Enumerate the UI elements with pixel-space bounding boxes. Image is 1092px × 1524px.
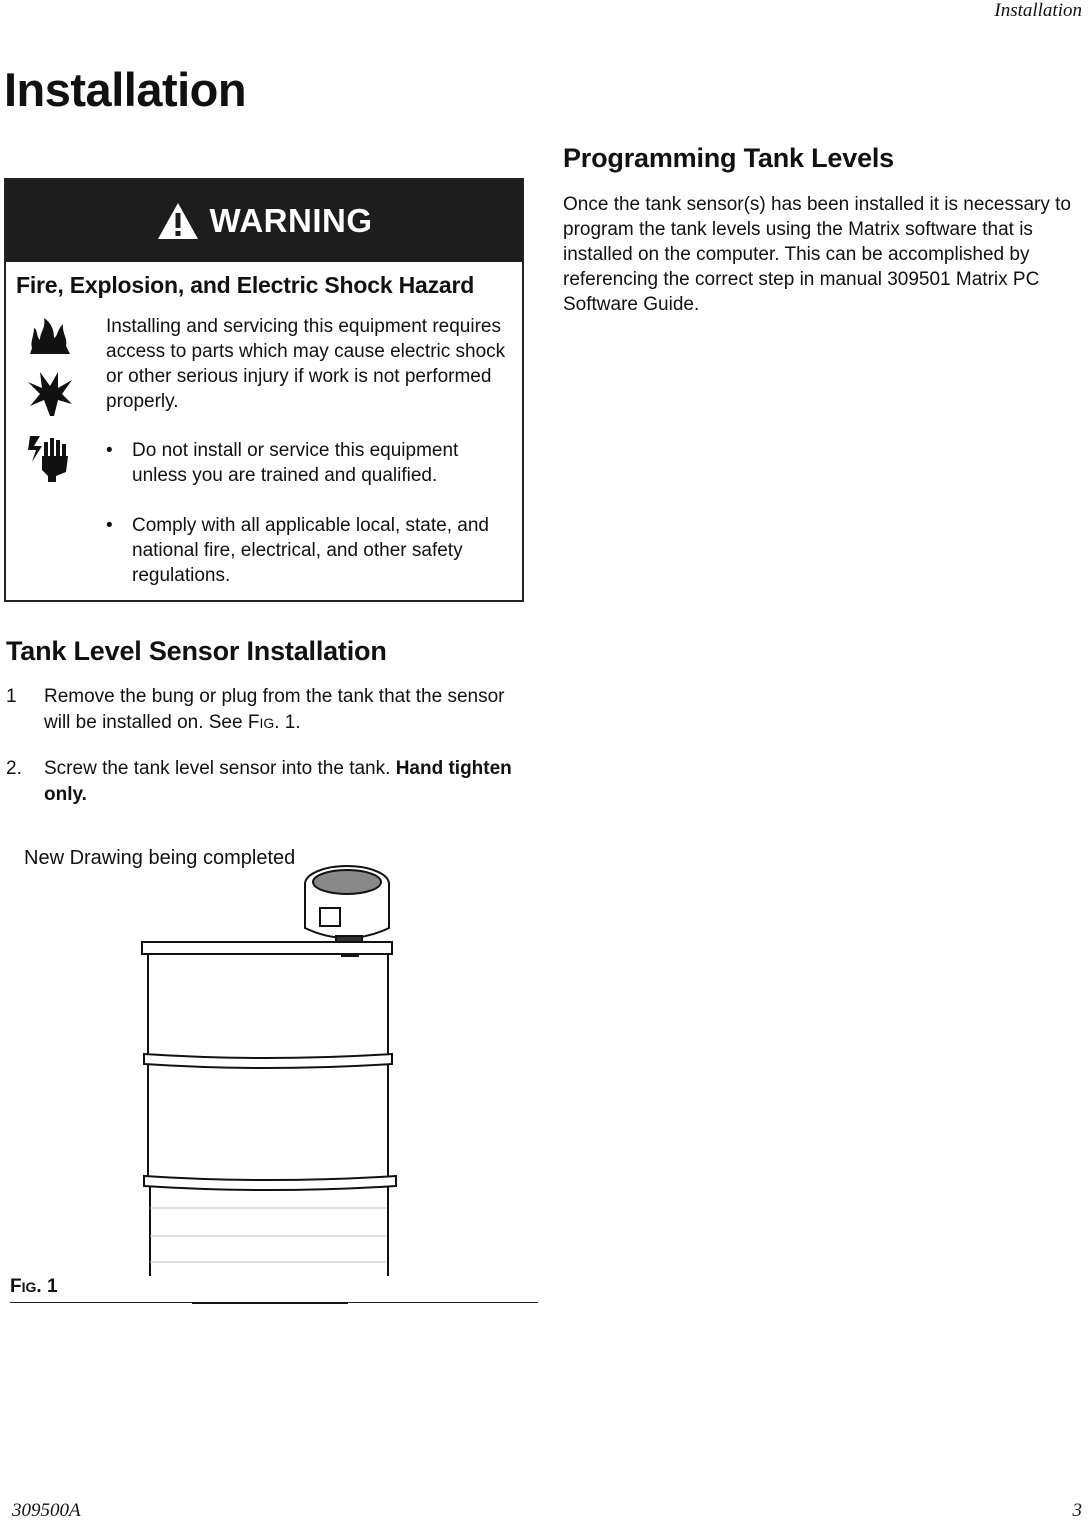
- warning-paragraph: Installing and servicing this equipment requires access to parts which may cause electric shock or other serious injury if work is not performed properly.: [106, 316, 506, 412]
- warning-bullet: • Comply with all applicable local, state, and national fire, electrical, and other safety regulations.: [106, 513, 516, 588]
- hazard-icons: [26, 316, 96, 498]
- drum-shading: [150, 1208, 386, 1262]
- warning-bullet-list: [106, 438, 516, 613]
- step-item: [6, 756, 526, 816]
- drawing-note: New Drawing being completed: [24, 847, 296, 869]
- warning-label: WARNING: [209, 202, 373, 239]
- drum-outline: [142, 942, 396, 1276]
- figure-ref-smallcaps: IG: [259, 715, 275, 731]
- warning-banner: [6, 180, 522, 262]
- step-item: [6, 684, 526, 744]
- page-number: 3: [1072, 1500, 1082, 1521]
- step-number: 1: [6, 686, 17, 707]
- warning-bullet: • Do not install or service this equipment unless you are trained and qualified.: [106, 438, 516, 488]
- page-title: Installation: [4, 63, 247, 116]
- programming-section-title: Programming Tank Levels: [563, 143, 895, 173]
- warning-box: [4, 178, 524, 602]
- fire-icon: [26, 316, 74, 356]
- step-body: Screw the tank level sensor into the tank.: [44, 758, 396, 779]
- hazard-title: Fire, Explosion, and Electric Shock Hazard: [16, 272, 475, 298]
- step-body: Remove the bung or plug from the tank that the sensor will be installed on. See: [44, 686, 505, 733]
- figure-label-prefix: F: [10, 1276, 22, 1297]
- programming-paragraph: Once the tank sensor(s) has been installed it is necessary to program the tank levels using the Matrix software that is installed on the computer. This can be accomplished by referencing the correct step in manual 309501 Matrix PC Software Guide.: [563, 194, 1071, 315]
- document-number: 309500A: [12, 1500, 81, 1521]
- step-number: 2.: [6, 758, 22, 779]
- figure-ref-suffix: . 1.: [274, 712, 301, 733]
- running-header: Installation: [994, 0, 1082, 21]
- explosion-icon: [26, 370, 74, 418]
- step-text: [44, 684, 524, 736]
- figure-label-suffix: . 1: [36, 1276, 58, 1297]
- figure-label-smallcaps: IG: [21, 1279, 37, 1295]
- step-text: [44, 756, 524, 808]
- warning-triangle-icon: [156, 201, 200, 241]
- step-emphasis: Hand tighten only.: [44, 758, 512, 805]
- figure-divider-accent: [192, 1302, 348, 1304]
- figure-label: [10, 1276, 58, 1298]
- tank-sensor-drawing: [120, 858, 420, 1282]
- figure-ref-prefix: F: [247, 712, 260, 733]
- tank-section-title: Tank Level Sensor Installation: [6, 636, 387, 666]
- electric-shock-icon: [26, 432, 70, 484]
